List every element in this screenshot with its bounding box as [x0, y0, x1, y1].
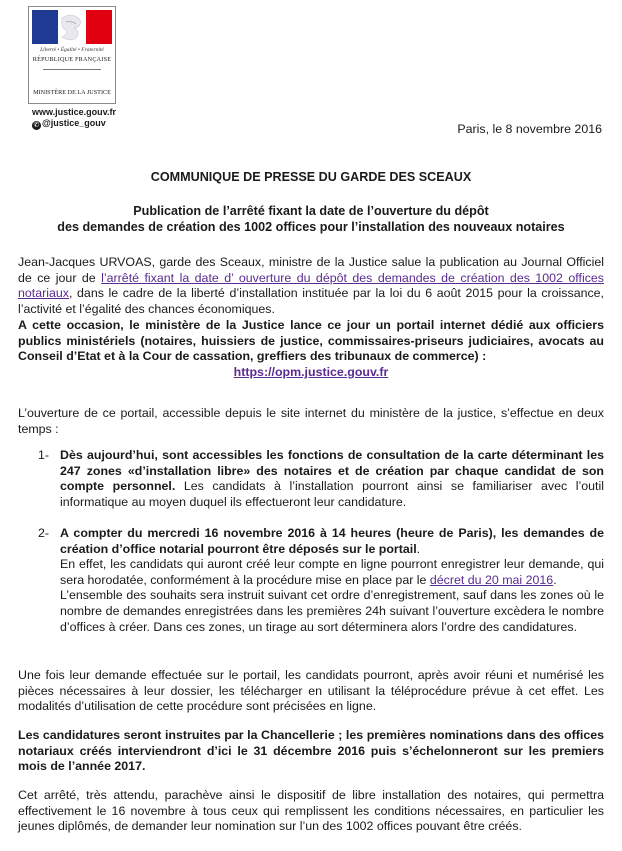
paragraph-submission: Une fois leur demande effectuée sur le portail, les candidats pourront, après avoir réuni et numérisé les pièces nécessaires à leur dossier, les télécharger en utilisant la téléprocédure prévue à cet effet. Les modalités d’utilisation de cette procédure sont précisées en ligne.	[18, 668, 604, 714]
intro-text-end: , dans le cadre de la liberté d’installation instituée par la loi du 6 août 2015 pour la croissance, l’activité et l’égalité des chances économiques.	[18, 286, 604, 316]
item2-sub2-text: L’ensemble des souhaits sera instruit suivant cet ordre d’enregistrement, sauf dans les zones où le nombre de demandes enregistrées dans les premières 24h suivant l’ouverture excèdera le nombre d’offices à créer. Dans ces zones, un tirage au sort déterminera alors l’ordre des candidatures.	[60, 588, 604, 634]
marianne-flag-icon	[32, 10, 112, 44]
paragraph-conclusion: Cet arrêté, très attendu, parachève ainsi le dispositif de libre installation des notaires, qui permettra effectivement le 16 novembre à tous ceux qui remplissent les conditions nécessaires, en particulier les jeunes diplômés, de demander leur nomination sur l’un des 1002 offices pouvant être créés.	[18, 788, 604, 834]
logo-ministry: MINISTÈRE DE LA JUSTICE	[33, 89, 111, 96]
logo-divider	[43, 69, 101, 70]
website-link[interactable]: www.justice.gouv.fr	[32, 107, 117, 117]
item2-sub1-end: .	[553, 572, 557, 587]
list-item-2	[38, 526, 604, 635]
portal-url-link[interactable]: https://opm.justice.gouv.fr	[233, 364, 389, 379]
list-number-2: 2-	[38, 526, 50, 540]
list-item-1-body	[60, 448, 604, 510]
arrete-link[interactable]: l’arrêté fixant la date d’ ouverture du dépôt des demandes de création des 1002 offices notariaux	[18, 270, 604, 301]
item1-bold-text: Dès aujourd’hui, sont accessibles les fonctions de consultation de la carte déterminant les 247 zones «d’installation libre» des notaires et de création par chaque candidat de son compte personnel.	[60, 448, 604, 494]
twitter-icon: ✆	[33, 122, 40, 129]
logo-motto: Liberté • Égalité • Fraternité	[40, 47, 104, 53]
subtitle-line-1: Publication de l’arrêté fixant la date de l’ouverture du dépôt	[133, 204, 489, 218]
list-item-2-body	[60, 526, 604, 635]
logo-republic: RÉPUBLIQUE FRANÇAISE	[32, 56, 112, 63]
subtitle-line-2: des demandes de création des 1002 offices pour l’installation des nouveaux notaires	[57, 219, 565, 234]
item2-bold-end: .	[416, 541, 421, 556]
decret-link[interactable]: décret du 20 mai 2016	[429, 572, 554, 587]
item1-text: Les candidats à l’installation pourront ainsi se familiariser avec l’outil informatique au moyen duquel ils effectueront leur candidature.	[60, 479, 604, 509]
item2-bold-text: A compter du mercredi 16 novembre 2016 à 14 heures (heure de Paris), les demandes de création d’office notarial pourront être déposés sur le portail	[60, 526, 604, 556]
intro-text-start: Jean-Jacques URVOAS, garde des Sceaux, ministre de la Justice salue la publication au Journal Officiel de ce jour de	[18, 255, 604, 285]
item2-sub1-text: En effet, les candidats qui auront créé leur compte en ligne pourront enregistrer leur demande, qui sera horodatée, conformément à la procédure mise en place par le	[60, 557, 604, 587]
list-number-1: 1-	[38, 448, 50, 462]
paragraph-intro	[18, 255, 604, 317]
list-item-1	[38, 448, 604, 510]
paragraph-nominations: Les candidatures seront instruites par la Chancellerie ; les premières nominations dans des offices notariaux créés interviendront d’ici le 31 décembre 2016 puis s’échelonneront sur les premiers mois de l’année 2017.	[18, 728, 604, 774]
twitter-handle[interactable]	[32, 118, 106, 130]
portal-text: A cette occasion, le ministère de la Justice lance ce jour un portail internet dédié aux officiers publics ministériels (notaires, huissiers de justice, commissaires-priseurs judiciaires, avocats au Conseil d’Etat et à la Cour de cassation, greffiers des tribunaux de commerce) :	[18, 318, 604, 364]
press-release-title: COMMUNIQUE DE PRESSE DU GARDE DES SCEAUX	[150, 170, 472, 184]
subtitle	[0, 204, 622, 235]
ministry-logo	[28, 6, 116, 104]
twitter-handle-text: @justice_gouv	[42, 118, 106, 128]
date-line: Paris, le 8 novembre 2016	[457, 122, 602, 136]
paragraph-two-stages: L’ouverture de ce portail, accessible depuis le site internet du ministère de la justice, s’effectue en deux temps :	[18, 406, 604, 436]
paragraph-portal	[18, 318, 604, 380]
